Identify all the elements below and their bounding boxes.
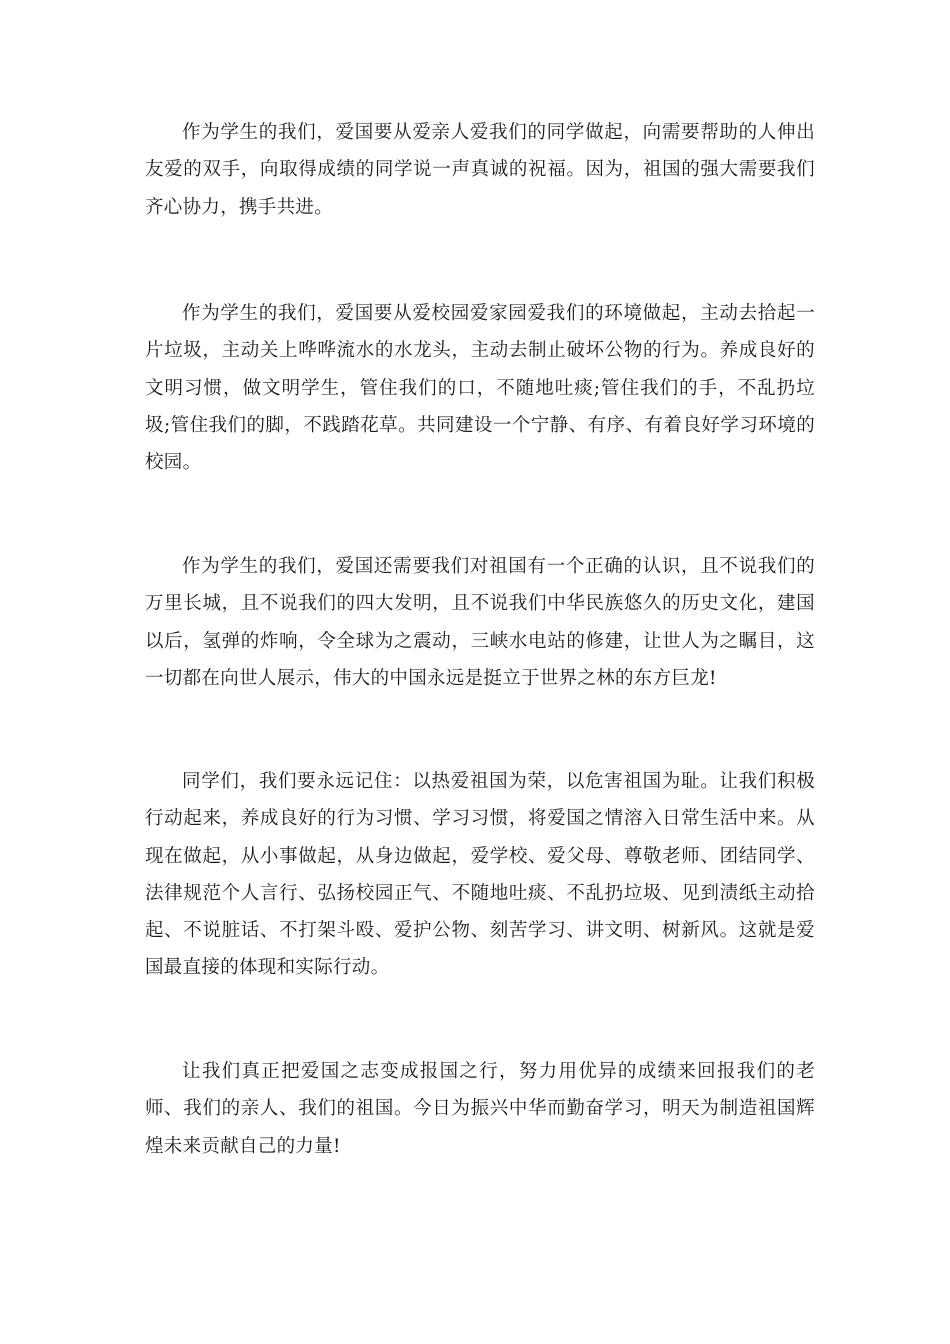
paragraph-2: 作为学生的我们，爱国要从爱校园爱家园爱我们的环境做起，主动去拾起一片垃圾，主动关上哗哗流水的水龙头，主动去制止破坏公物的行为。养成良好的文明习惯，做文明学生，管住我们的口，不随地吐痰;管住我们的手，不乱扔垃圾;管住我们的脚，不践踏花草。共同建设一个宁静、有序、有着良好学习环境的校园。 [145,303,815,474]
paragraph-5: 让我们真正把爱国之志变成报国之行，努力用优异的成绩来回报我们的老师、我们的亲人、我们的祖国。今日为振兴中华而勤奋学习，明天为制造祖国辉煌未来贡献自己的力量! [145,1061,815,1157]
paragraph-4: 同学们，我们要永远记住：以热爱祖国为荣，以危害祖国为耻。让我们积极行动起来，养成良好的行为习惯、学习习惯，将爱国之情溶入日常生活中来。从现在做起，从小事做起，从身边做起，爱学校、爱父母、尊敬老师、团结同学、法律规范个人言行、弘扬校园正气、不随地吐痰、不乱扔垃圾、见到渍纸主动拾起、不说脏话、不打架斗殴、爱护公物、刻苦学习、讲文明、树新风。这就是爱国最直接的体现和实际行动。 [145,771,815,979]
paragraph-3: 作为学生的我们，爱国还需要我们对祖国有一个正确的认识，且不说我们的万里长城，且不说我们的四大发明，且不说我们中华民族悠久的历史文化，建国以后，氢弹的炸响，令全球为之震动，三峡水电站的修建，让世人为之瞩目，这一切都在向世人展示，伟大的中国永远是挺立于世界之林的东方巨龙! [145,556,815,689]
paragraph-1: 作为学生的我们，爱国要从爱亲人爱我们的同学做起，向需要帮助的人伸出友爱的双手，向取得成绩的同学说一声真诚的祝福。因为，祖国的强大需要我们齐心协力，携手共进。 [145,122,815,218]
